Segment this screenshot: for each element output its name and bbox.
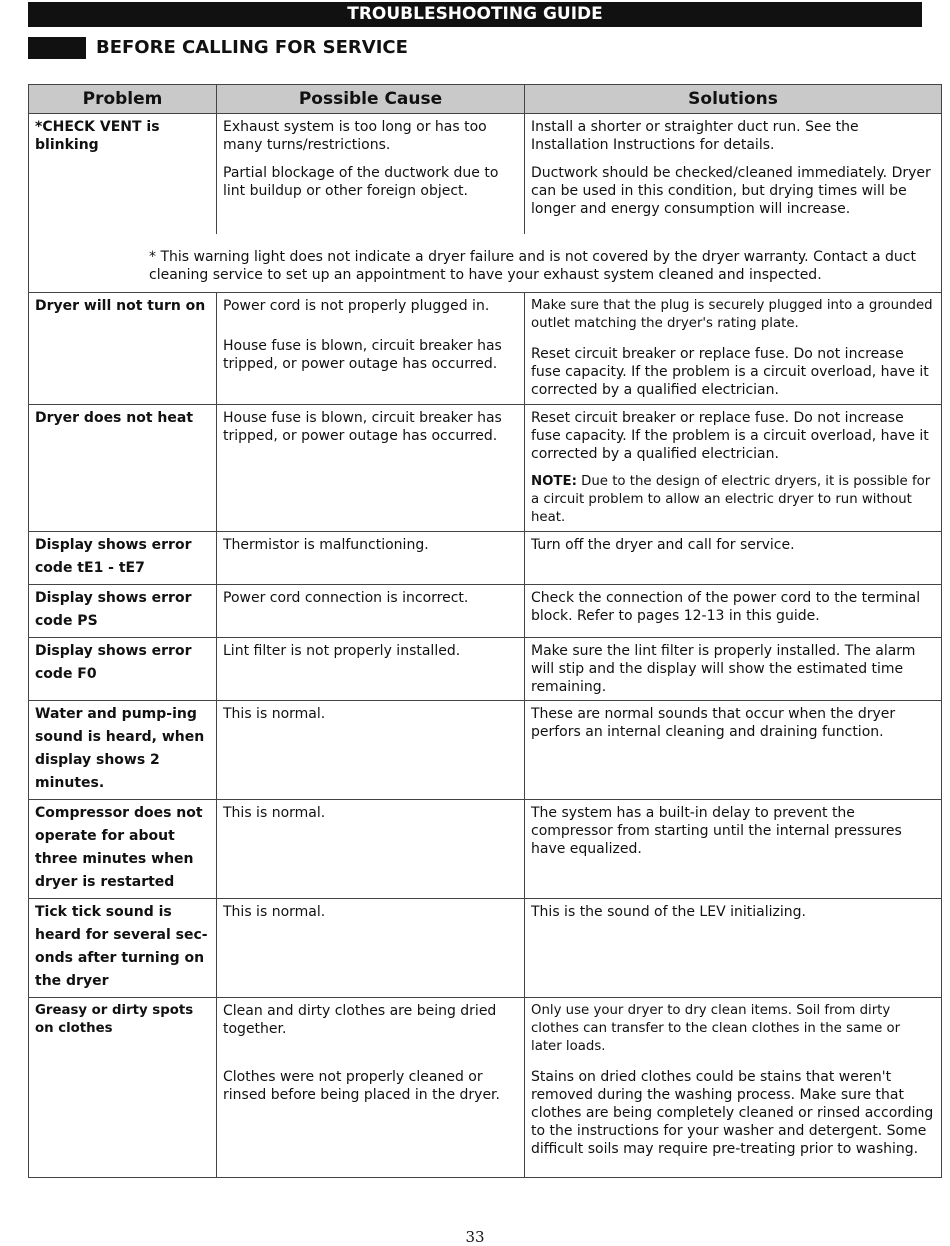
problem-cell: Tick tick sound is heard for several sec-onds after turning on the dryer xyxy=(29,898,217,997)
solution-text: Reset circuit breaker or replace fuse. Do not increase fuse capacity. If the problem is a circuit overload, have it corrected by a qualified electrician. xyxy=(531,409,929,462)
table-row xyxy=(29,898,942,997)
note-label: NOTE: xyxy=(531,473,577,489)
cause-text: House fuse is blown, circuit breaker has tripped, or power outage has occurred. xyxy=(223,337,502,372)
solution-cell: This is the sound of the LEV initializing. xyxy=(525,898,942,997)
table-row xyxy=(29,799,942,898)
table-row xyxy=(29,637,942,700)
section-title: BEFORE CALLING FOR SERVICE xyxy=(96,37,408,58)
column-header-cause: Possible Cause xyxy=(217,85,525,114)
solution-text: Reset circuit breaker or replace fuse. Do not increase fuse capacity. If the problem is a circuit overload, have it corrected by a qualified electrician. xyxy=(531,345,929,398)
table-row xyxy=(29,404,942,531)
table-row xyxy=(29,114,942,234)
problem-cell: Water and pump-ing sound is heard, when display shows 2 minutes. xyxy=(29,700,217,799)
problem-cell: *CHECK VENT is blinking xyxy=(29,114,217,234)
cause-cell: This is normal. xyxy=(217,799,525,898)
solution-cell: Check the connection of the power cord to the terminal block. Refer to pages 12-13 in this guide. xyxy=(525,584,942,637)
cause-cell: This is normal. xyxy=(217,898,525,997)
problem-cell: Dryer does not heat xyxy=(29,404,217,531)
footnote: * This warning light does not indicate a dryer failure and is not covered by the dryer warranty. Contact a duct cleaning service to set up an appointment to have your exhaust system cleaned and inspected. xyxy=(29,234,942,293)
column-header-problem: Problem xyxy=(29,85,217,114)
solution-text: Only use your dryer to dry clean items. Soil from dirty clothes can transfer to the clean clothes in the same or later loads. xyxy=(531,1002,901,1054)
cause-cell xyxy=(217,404,525,531)
table-row xyxy=(29,531,942,584)
solution-cell xyxy=(525,997,942,1177)
solution-cell: Turn off the dryer and call for service. xyxy=(525,531,942,584)
problem-cell: Display shows error code tE1 - tE7 xyxy=(29,531,217,584)
table-row xyxy=(29,584,942,637)
solution-text: Install a shorter or straighter duct run. See the Installation Instructions for details. xyxy=(531,119,859,153)
solution-text: Make sure that the plug is securely plugged into a grounded outlet matching the dryer's rating plate. xyxy=(531,297,933,331)
table-row-footnote xyxy=(29,234,942,293)
solution-cell xyxy=(525,404,942,531)
problem-cell: Greasy or dirty spots on clothes xyxy=(29,997,217,1177)
problem-cell: Display shows error code PS xyxy=(29,584,217,637)
cause-cell: This is normal. xyxy=(217,700,525,799)
solution-cell xyxy=(525,114,942,234)
note xyxy=(531,473,935,527)
table-row xyxy=(29,997,942,1177)
cause-cell xyxy=(217,997,525,1177)
cause-cell: Power cord connection is incorrect. xyxy=(217,584,525,637)
table-row xyxy=(29,700,942,799)
solution-cell: Make sure the lint filter is properly installed. The alarm will stip and the display will show the estimated time remaining. xyxy=(525,637,942,700)
cause-text: Power cord is not properly plugged in. xyxy=(223,297,490,314)
note-text: Due to the design of electric dryers, it is possible for a circuit problem to allow an electric dryer to run without heat. xyxy=(531,473,931,525)
cause-cell: Thermistor is malfunctioning. xyxy=(217,531,525,584)
solution-cell xyxy=(525,292,942,404)
solution-text: Ductwork should be checked/cleaned immediately. Dryer can be used in this condition, but drying times will be longer and energy consumption will increase. xyxy=(531,165,931,217)
cause-cell: Lint filter is not properly installed. xyxy=(217,637,525,700)
solution-cell: These are normal sounds that occur when the dryer perfors an internal cleaning and draining function. xyxy=(525,700,942,799)
table-row xyxy=(29,292,942,404)
cause-text: Exhaust system is too long or has too many turns/restrictions. xyxy=(223,119,487,153)
troubleshooting-table xyxy=(28,84,942,1178)
solution-cell: The system has a built-in delay to prevent the compressor from starting until the internal pressures have equalized. xyxy=(525,799,942,898)
table-header-row xyxy=(29,85,942,114)
cause-cell xyxy=(217,292,525,404)
cause-text: Clothes were not properly cleaned or rinsed before being placed in the dryer. xyxy=(223,1068,500,1103)
cause-cell xyxy=(217,114,525,234)
section-marker xyxy=(28,37,86,59)
cause-text: House fuse is blown, circuit breaker has tripped, or power outage has occurred. xyxy=(223,409,502,444)
page-title: TROUBLESHOOTING GUIDE xyxy=(28,2,922,27)
column-header-solutions: Solutions xyxy=(525,85,942,114)
cause-text: Clean and dirty clothes are being dried together. xyxy=(223,1002,497,1037)
problem-cell: Display shows error code F0 xyxy=(29,637,217,700)
problem-cell: Dryer will not turn on xyxy=(29,292,217,404)
problem-cell: Compressor does not operate for about three minutes when dryer is restarted xyxy=(29,799,217,898)
cause-text: Partial blockage of the ductwork due to lint buildup or other foreign object. xyxy=(223,165,499,199)
solution-text: Stains on dried clothes could be stains that weren't removed during the washing process. Make sure that clothes are being completely cleaned or rinsed according to the instructions for your washer and detergent. Some difficult soils may require pre-treating prior to washing. xyxy=(531,1068,934,1157)
page-number: 33 xyxy=(465,1228,485,1246)
